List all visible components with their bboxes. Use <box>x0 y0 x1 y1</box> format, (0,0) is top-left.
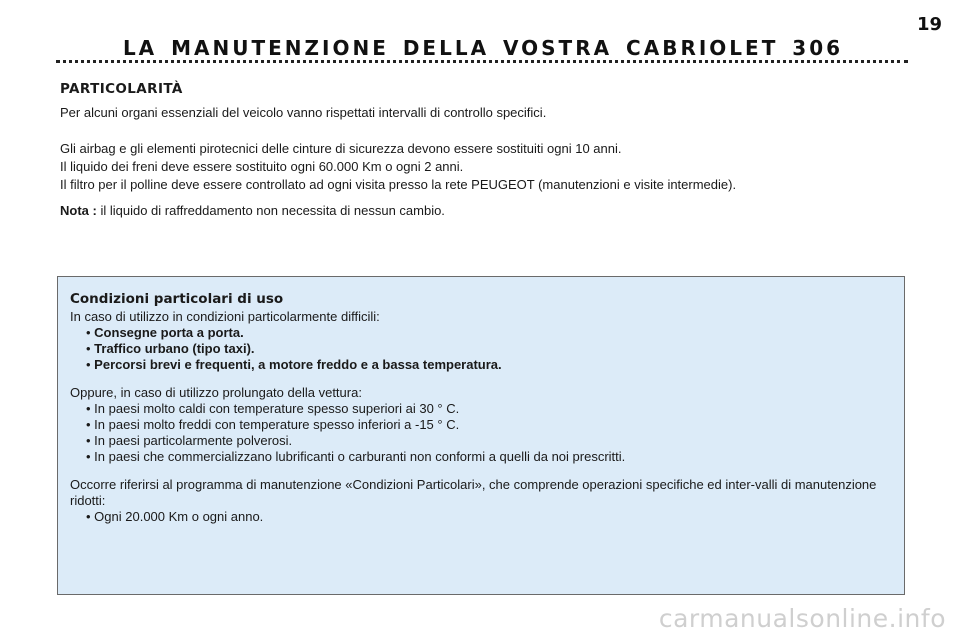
page-title: LA MANUTENZIONE DELLA VOSTRA CABRIOLET 306 <box>122 36 844 60</box>
list-item: • In paesi molto caldi con temperature spesso superiori ai 30 ° C. <box>86 401 892 417</box>
maintenance-interval-list <box>70 509 892 525</box>
list-item: • Ogni 20.000 Km o ogni anno. <box>86 509 892 525</box>
maintenance-program-text: Occorre riferirsi al programma di manutenzione «Condizioni Particolari», che comprende operazioni specifiche ed inter-valli di manutenzione ridotti: <box>70 477 877 508</box>
note-text: il liquido di raffreddamento non necessita di nessun cambio. <box>96 203 445 218</box>
box-heading: Condizioni particolari di uso <box>70 291 284 307</box>
section-heading: PARTICOLARITÀ <box>60 81 183 97</box>
list-item: • Percorsi brevi e frequenti, a motore freddo e a bassa temperatura. <box>86 357 892 373</box>
difficult-conditions-list <box>70 325 892 373</box>
list-item: • Traffico urbano (tipo taxi). <box>86 341 892 357</box>
list-item: • In paesi particolarmente polverosi. <box>86 433 892 449</box>
list-item: • Consegne porta a porta. <box>86 325 892 341</box>
prolonged-use-list <box>70 401 892 465</box>
list-item: • In paesi che commercializzano lubrificanti o carburanti non conformi a quelli da noi prescritti. <box>86 449 892 465</box>
box-intro: In caso di utilizzo in condizioni particolarmente difficili: <box>70 309 380 324</box>
brake-fluid-line: Il liquido dei freni deve essere sostituito ogni 60.000 Km o ogni 2 anni. <box>60 159 464 174</box>
prolonged-use-intro: Oppure, in caso di utilizzo prolungato della vettura: <box>70 385 362 400</box>
pollen-filter-line: Il filtro per il polline deve essere controllato ad ogni visita presso la rete PEUGEOT (manutenzioni e visite intermedie). <box>60 177 737 192</box>
note-label: Nota : <box>60 203 97 218</box>
airbag-line: Gli airbag e gli elementi pirotecnici delle cinture di sicurezza devono essere sostituiti ogni 10 anni. <box>60 141 622 156</box>
watermark: carmanualsonline.info <box>658 604 946 633</box>
note-paragraph <box>60 202 900 220</box>
special-conditions-box <box>57 276 905 595</box>
section-intro: Per alcuni organi essenziali del veicolo vanno rispettati intervalli di controllo specifici. <box>60 105 547 120</box>
particolarita-section <box>60 80 900 220</box>
page-number: 19 <box>916 14 942 35</box>
dotted-divider <box>56 60 908 63</box>
list-item: • In paesi molto freddi con temperature spesso inferiori a -15 ° C. <box>86 417 892 433</box>
